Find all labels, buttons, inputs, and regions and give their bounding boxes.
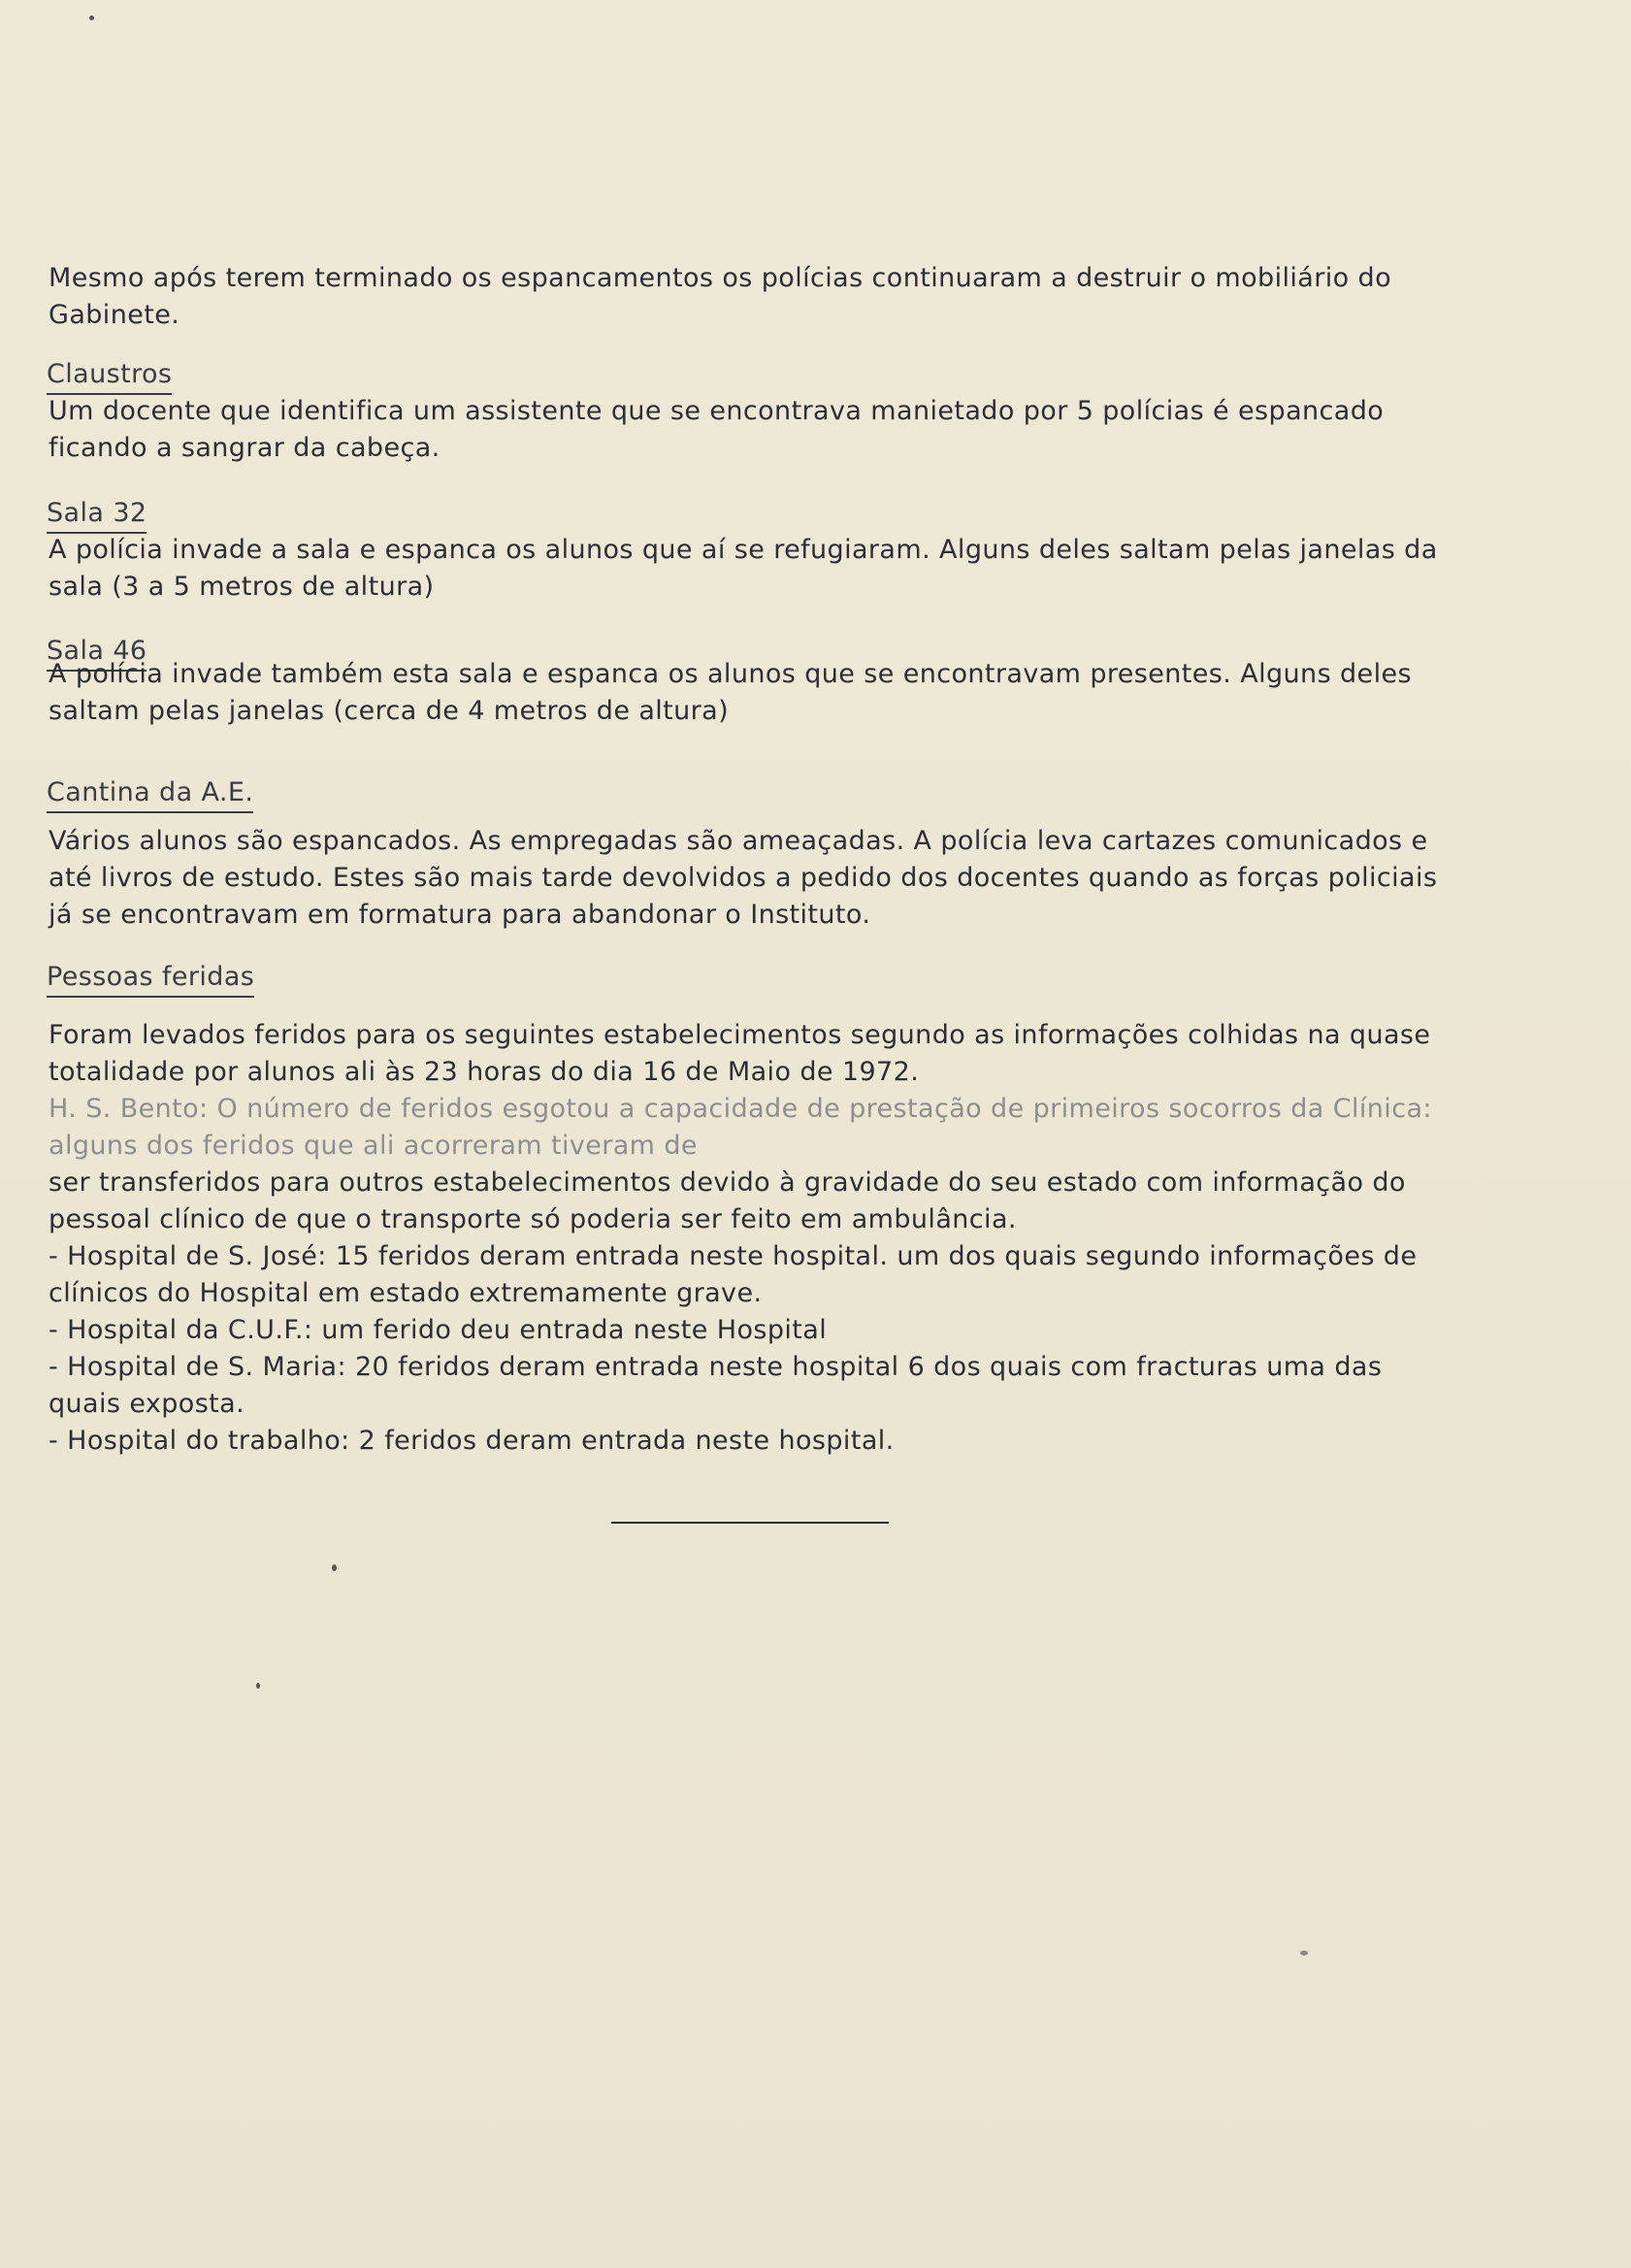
hospital-list-item: - Hospital da C.U.F.: um ferido deu entrada neste Hospital <box>49 1315 828 1345</box>
closing-divider <box>611 1522 889 1524</box>
hospital-list-item: - Hospital de S. Maria: 20 feridos deram entrada neste hospital 6 dos quais com fracturas uma das quais exposta. <box>49 1352 1383 1419</box>
section-text-sala-32 <box>49 532 1455 606</box>
section-heading-cantina: Cantina da A.E. <box>47 776 253 813</box>
section-heading-sala-46: Sala 46 <box>47 635 147 672</box>
intro-paragraph <box>49 260 1455 334</box>
hospital-list-item: - Hospital do trabalho: 2 feridos deram entrada neste hospital. <box>49 1426 895 1456</box>
section-paragraph: Vários alunos são espancados. As empregadas são ameaçadas. A polícia leva cartazes comunicados e até livros de estudo. Estes são mais tarde devolvidos a pedido dos docentes quando as forças policiais já se encontravam em formatura para abandonar o Instituto. <box>49 826 1438 930</box>
paper-speck <box>256 1683 260 1689</box>
intro-text: Mesmo após terem terminado os espancamentos os polícias continuaram a destruir o mobiliário do Gabinete. <box>49 263 1392 330</box>
section-paragraph: A polícia invade também esta sala e espanca os alunos que se encontravam presentes. Alguns deles saltam pelas janelas (cerca de 4 metros de altura) <box>49 659 1412 726</box>
paper-speck <box>1300 1951 1308 1956</box>
section-text-claustros <box>49 393 1455 467</box>
section-text-pessoas-feridas <box>49 1017 1455 1460</box>
section-text-sala-46 <box>49 656 1455 730</box>
section-heading-sala-32: Sala 32 <box>47 497 147 534</box>
section-paragraph-continuation: ser transferidos para outros estabelecimentos devido à gravidade do seu estado com informação do pessoal clínico de que o transporte só poderia ser feito em ambulância. <box>49 1167 1406 1234</box>
section-heading-claustros: Claustros <box>47 358 172 395</box>
section-paragraph: Um docente que identifica um assistente que se encontrava manietado por 5 polícias é espancado ficando a sangrar da cabeça. <box>49 396 1385 463</box>
hospital-list-item: - Hospital de S. José: 15 feridos deram entrada neste hospital. um dos quais segundo informações de clínicos do Hospital em estado extremamente grave. <box>49 1241 1418 1308</box>
paper-speck <box>332 1564 337 1571</box>
paper-speck <box>89 16 94 20</box>
section-heading-pessoas-feridas: Pessoas feridas <box>47 961 254 998</box>
section-text-cantina <box>49 823 1455 934</box>
section-paragraph: Foram levados feridos para os seguintes estabelecimentos segundo as informações colhidas na quase totalidade por alunos ali às 23 horas do dia 16 de Maio de 1972. <box>49 1020 1431 1087</box>
faded-text: H. S. Bento: O número de feridos esgotou a capacidade de prestação de primeiros socorros da Clínica: alguns dos feridos que ali acorreram tiveram de <box>49 1094 1432 1161</box>
section-paragraph: A polícia invade a sala e espanca os alunos que aí se refugiaram. Alguns deles saltam pelas janelas da sala (3 a 5 metros de altura) <box>49 535 1438 602</box>
